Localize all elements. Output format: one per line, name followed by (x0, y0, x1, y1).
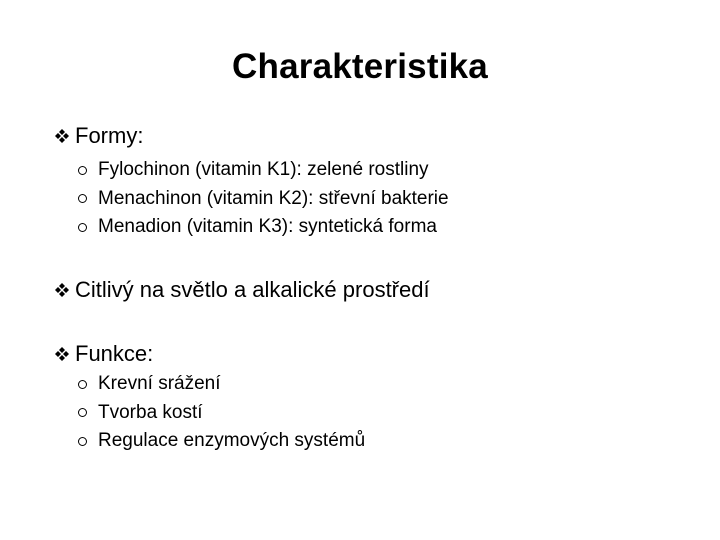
sublist-formy (78, 156, 449, 242)
bullet-heading: Formy: (75, 123, 144, 148)
list-item (78, 185, 449, 214)
bullet-heading: Funkce: (75, 341, 154, 366)
list-item (78, 213, 449, 242)
diamond-bullet-icon (54, 128, 70, 144)
list-item-text: Menachinon (vitamin K2): střevní bakterie (98, 187, 449, 209)
bullet-formy (54, 122, 143, 150)
bullet-citlivy (54, 276, 430, 304)
list-item (78, 370, 365, 399)
list-item (78, 427, 365, 456)
list-item-text: Menadion (vitamin K3): syntetická forma (98, 216, 437, 238)
circle-bullet-icon (78, 194, 87, 203)
diamond-bullet-icon (54, 282, 70, 298)
circle-bullet-icon (78, 166, 87, 175)
list-item-text: Regulace enzymových systémů (98, 430, 366, 452)
circle-bullet-icon (78, 408, 87, 417)
slide-title: Charakteristika (232, 47, 488, 86)
list-item (78, 156, 449, 185)
bullet-heading: Citlivý na světlo a alkalické prostředí (75, 277, 430, 302)
list-item-text: Fylochinon (vitamin K1): zelené rostliny (98, 159, 429, 181)
list-item (78, 399, 365, 428)
circle-bullet-icon (78, 380, 87, 389)
circle-bullet-icon (78, 437, 87, 446)
list-item-text: Krevní srážení (98, 373, 221, 395)
sublist-funkce (78, 370, 365, 456)
circle-bullet-icon (78, 223, 87, 232)
list-item-text: Tvorba kostí (98, 401, 203, 423)
bullet-funkce (54, 340, 153, 368)
diamond-bullet-icon (54, 346, 70, 362)
